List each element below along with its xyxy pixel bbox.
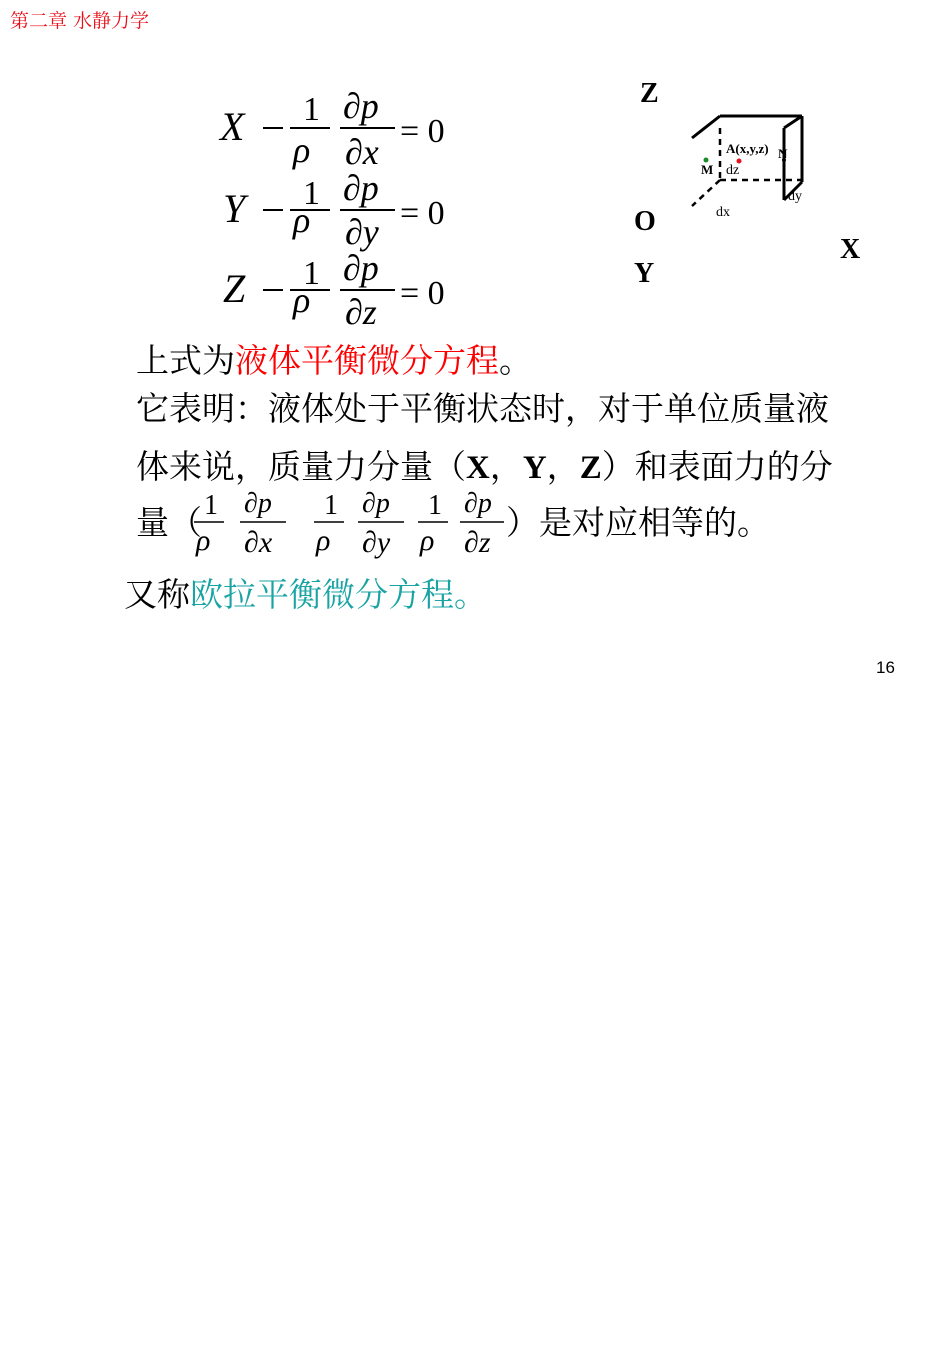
- text-line-3: [136, 447, 833, 486]
- line4-prefix: 量（: [136, 503, 202, 542]
- eq-numer: 1: [303, 91, 320, 128]
- inline-fraction-y: [312, 484, 417, 568]
- eq-numer: 1: [303, 175, 320, 212]
- page-number: 16: [876, 658, 895, 677]
- svg-text:1: 1: [204, 490, 218, 521]
- line3-y: Y: [522, 450, 547, 486]
- svg-text:ρ: ρ: [420, 524, 435, 557]
- eq-lhs: Z: [223, 266, 246, 311]
- dx-label: dx: [716, 205, 730, 220]
- line1-suffix: 。: [499, 341, 532, 380]
- text-line-1: [136, 341, 532, 380]
- svg-text:∂z: ∂z: [464, 526, 491, 559]
- line3-sep2: ，: [546, 447, 580, 486]
- equation-z: [215, 250, 475, 330]
- axis-o-label: O: [634, 206, 656, 237]
- axis-z-label: Z: [640, 78, 659, 109]
- eq-dden: ∂z: [345, 292, 377, 332]
- point-a-label: A(x,y,z): [726, 141, 769, 156]
- line3-sep1: ，: [489, 447, 523, 486]
- chapter-header: 第二章 水静力学: [10, 10, 150, 32]
- inline-fraction-x: [192, 484, 297, 568]
- axis-x-label: X: [840, 234, 861, 265]
- line3-a: 体来说，质量力分量（: [136, 447, 466, 486]
- eq-denom: ρ: [293, 130, 311, 170]
- eq-lhs: Y: [223, 186, 246, 231]
- svg-text:∂y: ∂y: [362, 526, 391, 559]
- eq-rhs: = 0: [400, 195, 445, 232]
- equation-y: [215, 170, 475, 250]
- eq-denom: ρ: [293, 280, 311, 320]
- svg-text:1: 1: [428, 490, 442, 521]
- eq-rhs: = 0: [400, 275, 445, 312]
- svg-text:∂p: ∂p: [362, 488, 390, 519]
- point-m-label: M: [701, 162, 714, 177]
- svg-text:1: 1: [324, 490, 338, 521]
- eq-rhs: = 0: [400, 113, 445, 150]
- svg-text:∂p: ∂p: [464, 488, 492, 519]
- point-n-label: N: [778, 146, 788, 161]
- svg-text:∂p: ∂p: [244, 488, 272, 519]
- equation-x: [215, 86, 475, 172]
- eq-dnum: ∂p: [343, 248, 379, 288]
- axis-y-label: Y: [634, 258, 655, 289]
- line3-z: Z: [579, 450, 602, 486]
- svg-text:∂x: ∂x: [244, 526, 273, 559]
- text-line-5: [124, 575, 487, 614]
- dz-label: dz: [726, 163, 740, 178]
- eq-numer: 1: [303, 255, 320, 292]
- eq-denom: ρ: [293, 200, 311, 240]
- svg-text:ρ: ρ: [316, 524, 331, 557]
- eq-dnum: ∂p: [343, 86, 379, 126]
- eq-dnum: ∂p: [343, 168, 379, 208]
- eq-dden: ∂y: [345, 212, 379, 252]
- line1-prefix: 上式为: [136, 341, 235, 380]
- text-line-2: 它表明：液体处于平衡状态时，对于单位质量液: [136, 389, 829, 428]
- line1-highlight: 液体平衡微分方程: [235, 341, 499, 380]
- line4-suffix: ）是对应相等的。: [506, 503, 770, 542]
- line5-prefix: 又称: [124, 575, 190, 614]
- coordinate-diagram: [620, 70, 900, 300]
- line5-highlight: 欧拉平衡微分方程。: [190, 575, 487, 614]
- eq-lhs: X: [220, 104, 245, 149]
- line3-x: X: [466, 450, 490, 486]
- svg-text:ρ: ρ: [196, 524, 211, 557]
- dy-label: dy: [788, 189, 802, 204]
- line3-b: ）和表面力的分: [601, 447, 833, 486]
- eq-dden: ∂x: [345, 132, 379, 172]
